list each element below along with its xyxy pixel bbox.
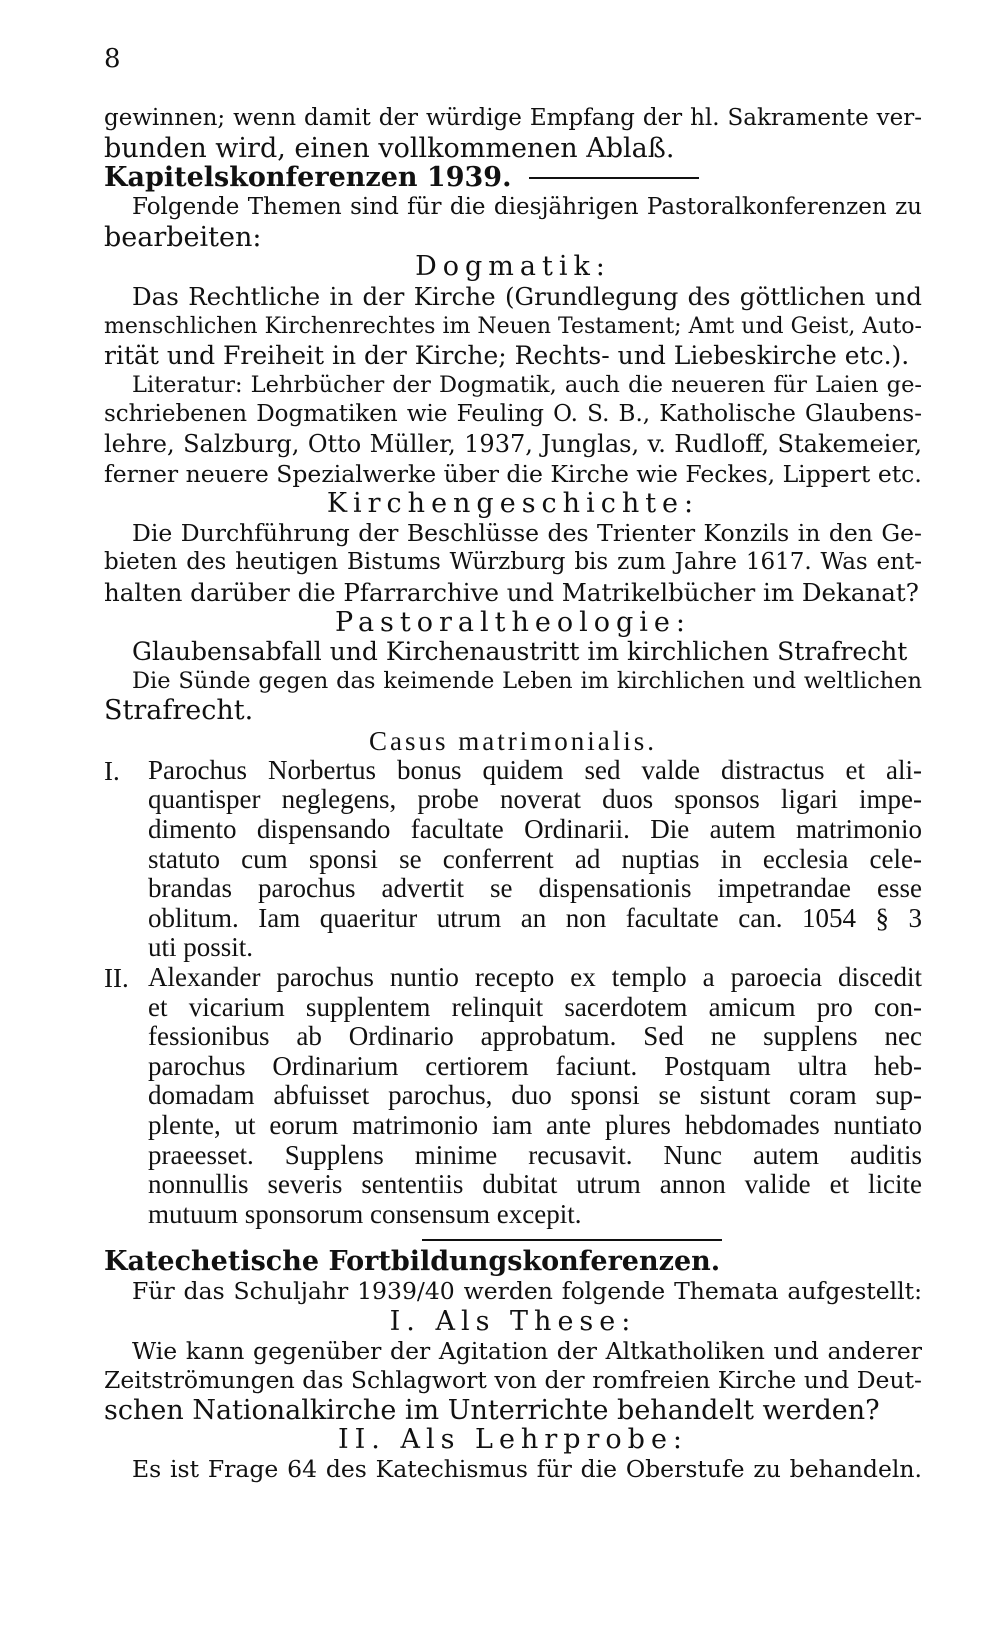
case-line: dimento dispensando facultate Ordinarii. Die autem matrimonio [148, 814, 922, 845]
intro-line: bunden wird, einen vollkommenen Ablaß. [104, 132, 675, 164]
dogmatik-line: rität und Freiheit in der Kirche; Rechts- und Liebeskirche etc.). [104, 341, 910, 371]
literature-line: lehre, Salzburg, Otto Müller, 1937, Junglas, v. Rudloff, Stakemeier, [104, 429, 922, 458]
case-line: et vicarium supplentem relinquit sacerdotem amicum pro con- [148, 991, 922, 1022]
these-line: schen Nationalkirche im Unterrichte behandelt werden? [104, 1394, 880, 1426]
case-line: plente, ut eorum matrimonio iam ante plures hebdomades nuntiato [148, 1110, 922, 1140]
subheading-pastoraltheologie: Pastoraltheologie: [334, 606, 691, 638]
case-number: I. [104, 755, 120, 786]
case-line: mutuum sponsorum consensum excepit. [148, 1198, 582, 1229]
case-line: statuto cum sponsi se conferrent ad nuptias in ecclesia cele- [148, 843, 922, 874]
case-line: domadam abfuisset parochus, duo sponsi se sistunt coram sup- [148, 1080, 922, 1111]
kirchengeschichte-line: halten darüber die Pfarrarchive und Matrikelbücher im Dekanat? [104, 577, 919, 607]
case-text [148, 756, 922, 963]
lehrprobe-line: Es ist Frage 64 des Katechismus für die Oberstufe zu behandeln. [132, 1454, 922, 1483]
literature-line: schriebenen Dogmatiken wie Feuling O. S. B., Katholische Glaubens- [104, 401, 922, 428]
subheading-lehrprobe: II. Als Lehrprobe: [337, 1424, 689, 1456]
case-line: parochus Ordinarium certiorem faciunt. Postquam ultra heb- [148, 1050, 922, 1081]
section-intro-line: Für das Schuljahr 1939/40 werden folgende Themata aufgestellt: [132, 1277, 922, 1306]
dogmatik-line: Das Rechtliche in der Kirche (Grundlegung des göttlichen und [132, 281, 922, 311]
pastoraltheologie-line: Die Sünde gegen das keimende Leben im kirchlichen und weltlichen [132, 667, 922, 694]
dogmatik-line: menschlichen Kirchenrechtes im Neuen Testament; Amt und Geist, Auto- [104, 313, 922, 339]
section-heading-text: Kapitelskonferenzen 1939. [104, 162, 512, 194]
intro-line: gewinnen; wenn damit der würdige Empfang der hl. Sakramente ver- [104, 105, 922, 131]
literature-line: ferner neuere Spezialwerke über die Kirche wie Feckes, Lippert etc. [104, 459, 922, 488]
section-heading-katechetische [104, 1247, 922, 1277]
pastoraltheologie-line: Glaubensabfall und Kirchenaustritt im kirchlichen Strafrecht [132, 637, 908, 667]
case-line: quantisper neglegens, probe noverat duos sponsos ligari impe- [148, 784, 922, 815]
case-line: oblitum. Iam quaeritur utrum an non facultate can. 1054 § 3 [148, 902, 922, 933]
subheading-kirchengeschichte: Kirchengeschichte: [326, 488, 700, 520]
case-line: fessionibus ab Ordinario approbatum. Sed ne supplens nec [148, 1021, 922, 1052]
these-line: Wie kann gegenüber der Agitation der Altkatholiken und anderer [132, 1336, 922, 1365]
page-number: 8 [104, 44, 121, 74]
case-number: II. [104, 963, 129, 994]
pastoraltheologie-line: Strafrecht. [104, 695, 254, 727]
section-intro-line: bearbeiten: [104, 221, 262, 253]
these-line: Zeitströmungen das Schlagwort von der romfreien Kirche und Deut- [104, 1366, 922, 1395]
literature-line: Literatur: Lehrbücher der Dogmatik, auch die neueren für Laien ge- [132, 371, 922, 398]
case-line: brandas parochus advertit se dispensationis impetrandae esse [148, 873, 922, 904]
section-heading-text: Katechetische Fortbildungskonferenzen. [104, 1246, 721, 1278]
kirchengeschichte-line: bieten des heutigen Bistums Würzburg bis zum Jahre 1617. Was ent- [104, 549, 922, 576]
case-line: uti possit. [148, 932, 254, 963]
case-line: nonnullis severis sententiis dubitat utrum annon valide et licite [148, 1169, 922, 1200]
subheading-dogmatik: Dogmatik: [415, 251, 611, 283]
case-line: Parochus Norbertus bonus quidem sed valde distractus et ali- [148, 754, 922, 785]
case-line: praeesset. Supplens minime recusavit. Nunc autem auditis [148, 1139, 922, 1170]
section-divider [422, 1239, 722, 1241]
kirchengeschichte-line: Die Durchführung der Beschlüsse des Trienter Konzils in den Ge- [132, 518, 922, 547]
case-item [104, 963, 922, 1229]
subheading-these: I. Als These: [389, 1305, 637, 1337]
case-line: Alexander parochus nuntio recepto ex templo a paroecia discedit [148, 962, 922, 993]
section-intro-line: Folgende Themen sind für die diesjährigen Pastoralkonferenzen zu [132, 194, 922, 221]
page-content [104, 104, 922, 1485]
section-heading-kapitelskonferenzen [104, 163, 922, 193]
case-item [104, 756, 922, 963]
heading-rule [529, 177, 699, 179]
case-text [148, 963, 922, 1229]
subheading-casus: Casus matrimonialis. [369, 725, 657, 756]
